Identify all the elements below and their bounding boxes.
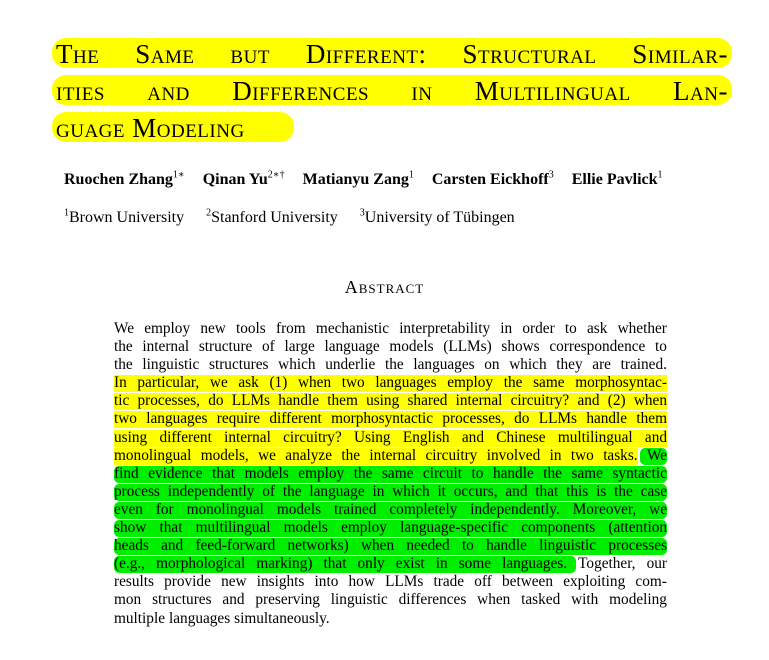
- author: [432, 171, 554, 188]
- abstract-line-text: show that multilingual models employ language-specific components (attention: [114, 519, 667, 537]
- abstract-line-text: the internal structure of large language models (LLMs) shows correspondence to: [114, 338, 667, 356]
- author: [572, 171, 663, 188]
- title-line: [52, 38, 732, 75]
- abstract-line-text: even for monolingual models trained completely independently. Moreover, we: [114, 500, 667, 518]
- abstract-line: [114, 483, 667, 501]
- abstract-line: [114, 447, 667, 465]
- abstract-line-text: find evidence that models employ the same circuit to handle the same syntactic: [114, 464, 667, 482]
- abstract-line-text: heads and feed-forward networks) when needed to handle linguistic processes: [114, 537, 667, 555]
- affiliation: [360, 209, 515, 226]
- author-affiliation-mark: 1: [408, 170, 414, 181]
- author-list: [64, 170, 677, 189]
- title-line-text: The Same but Different: Structural Similar-: [56, 39, 728, 69]
- abstract-line-text: using different internal circuitry? Using English and Chinese multilingual and: [114, 428, 667, 446]
- abstract-line: [114, 555, 667, 573]
- abstract-heading: Abstract: [344, 277, 425, 297]
- abstract-line: [114, 591, 667, 609]
- abstract-line: [114, 374, 667, 392]
- affiliation-name: Stanford University: [211, 209, 338, 227]
- abstract-line-text: results provide new insights into how LLMs trade off between exploiting com-: [114, 573, 667, 591]
- author-affiliation-mark: 1: [657, 170, 663, 181]
- abstract-line: [114, 392, 667, 410]
- abstract-line-text: monolingual models, we analyze the internal circuitry involved in two tasks. We: [114, 446, 667, 464]
- abstract-line-text: (e.g., morphological marking) that only exist in some languages. Together, our: [114, 555, 667, 573]
- affiliation-mark: 3: [359, 208, 365, 219]
- abstract-line-text: two languages require different morphosyntactic processes, do LLMs handle them: [114, 410, 667, 428]
- affiliation-name: University of Tübingen: [364, 209, 515, 227]
- author-affiliation-mark: 2∗†: [267, 170, 285, 181]
- title-line-text: ities and Differences in Multilingual Lan-: [56, 76, 728, 106]
- abstract-line: [114, 610, 667, 628]
- abstract-line-text: process independently of the language in which it occurs, and that this is the case: [114, 482, 667, 500]
- abstract-line-text: the linguistic structures which underlie the languages on which they are trained.: [114, 356, 667, 374]
- title-line: [52, 112, 732, 149]
- abstract-line-text: In particular, we ask (1) when two languages employ the same morphosyntac-: [114, 374, 667, 392]
- author-name: Ellie Pavlick: [571, 171, 658, 189]
- abstract-line: [114, 320, 667, 338]
- abstract-line: [114, 501, 667, 519]
- abstract-line: [114, 465, 667, 483]
- paper-title: [52, 38, 732, 149]
- affiliation-mark: 1: [64, 208, 69, 219]
- affiliation-list: [64, 208, 533, 227]
- abstract-line-text: mon structures and preserving linguistic differences when tasked with modeling: [114, 591, 667, 609]
- author-affiliation-mark: 1∗: [172, 170, 185, 181]
- abstract-line: [114, 519, 667, 537]
- abstract-line: [114, 410, 667, 428]
- author-name: Matianyu Zang: [302, 171, 409, 189]
- abstract-line: [114, 573, 667, 591]
- abstract-line: [114, 429, 667, 447]
- title-line-text: guage Modeling: [56, 113, 245, 143]
- affiliation-mark: 2: [206, 208, 212, 219]
- author-name: Qinan Yu: [202, 171, 268, 189]
- abstract-line-text: tic processes, do LLMs handle them using shared internal circuitry? and (2) when: [114, 392, 667, 410]
- abstract-body: [114, 320, 667, 628]
- author-affiliation-mark: 3: [548, 170, 554, 181]
- author-name: Ruochen Zhang: [64, 171, 173, 189]
- abstract-line-text: multiple languages simultaneously.: [114, 609, 330, 627]
- author: [203, 171, 285, 188]
- affiliation: [64, 209, 184, 226]
- author: [303, 171, 414, 188]
- author-name: Carsten Eickhoff: [431, 171, 549, 189]
- affiliation: [206, 209, 338, 226]
- title-line: [52, 75, 732, 112]
- author: [64, 171, 185, 188]
- abstract-line: [114, 537, 667, 555]
- affiliation-name: Brown University: [69, 209, 185, 227]
- abstract-line: [114, 338, 667, 356]
- abstract-line: [114, 356, 667, 374]
- abstract-line-text: We employ new tools from mechanistic interpretability in order to ask whether: [114, 320, 667, 337]
